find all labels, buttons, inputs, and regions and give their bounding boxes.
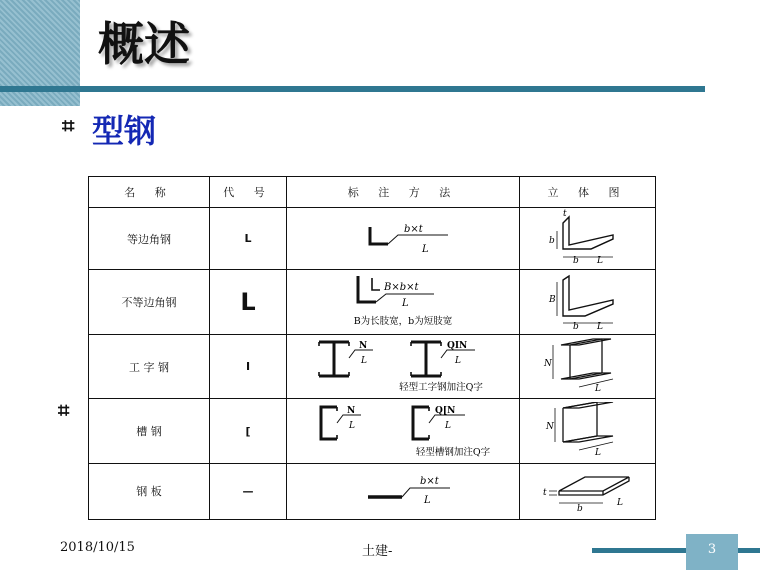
unequal-angle-isometric-diagram	[533, 272, 643, 330]
row-code: L	[210, 208, 287, 270]
plate-isometric-diagram	[533, 465, 643, 515]
notation-length: L	[422, 244, 429, 256]
notation-dims: B×b×t	[384, 281, 419, 293]
i-beam-notation-diagram	[289, 336, 517, 394]
table-row	[89, 270, 656, 334]
notation-cell	[287, 334, 520, 398]
i-beam-isometric-diagram	[533, 337, 643, 393]
row-code: I	[210, 334, 287, 398]
header-notation: 标 注 方 法	[287, 177, 520, 208]
row-name: 钢 板	[89, 463, 210, 519]
iso-label-L: L	[594, 384, 601, 394]
iso-label-N: N	[543, 359, 552, 370]
bullet-icon: ⌗	[62, 114, 75, 139]
notation-length: L	[424, 494, 431, 506]
row-name: 槽 钢	[89, 399, 210, 463]
notation-length-b: L	[455, 356, 461, 367]
notation-mark-a: N	[359, 341, 368, 352]
notation-note: B为长肢宽，b为短肢宽	[353, 315, 453, 327]
equal-angle-notation-diagram	[348, 217, 458, 257]
row-code: [	[210, 399, 287, 463]
isometric-cell	[520, 334, 656, 398]
iso-label-L: L	[596, 256, 603, 266]
page-number: 3	[707, 542, 717, 557]
channel-isometric-diagram	[533, 402, 643, 458]
notation-length: L	[349, 420, 355, 431]
notation-cell	[287, 399, 520, 463]
isometric-cell	[520, 270, 656, 334]
header-name: 名 称	[89, 177, 210, 208]
iso-label-L: L	[594, 447, 601, 458]
row-code: —	[210, 463, 287, 519]
table-header-row	[89, 177, 656, 208]
row-code: L	[210, 270, 287, 334]
row-name: 不等边角钢	[89, 270, 210, 334]
notation-length-b: L	[445, 420, 451, 431]
notation-mark-a: N	[347, 405, 356, 416]
notation-cell	[287, 208, 520, 270]
isometric-cell	[520, 463, 656, 519]
notation-note: 轻型槽钢加注Q字	[415, 446, 491, 458]
table-row	[89, 334, 656, 398]
notation-length: L	[361, 356, 367, 367]
channel-notation-diagram	[289, 401, 517, 459]
notation-length: L	[402, 297, 409, 309]
iso-label-t: t	[542, 487, 547, 498]
iso-label-N: N	[545, 421, 554, 432]
row-name: 工 字 钢	[89, 334, 210, 398]
unequal-angle-notation-diagram	[328, 272, 478, 330]
header-isometric: 立 体 图	[520, 177, 656, 208]
slide-title: 概述	[98, 17, 190, 71]
notation-dims: b×t	[420, 475, 439, 487]
iso-label-b: b	[576, 503, 583, 514]
table-row	[89, 463, 656, 519]
iso-label-L: L	[616, 497, 623, 508]
steel-sections-table	[88, 176, 656, 520]
notation-mark-b: Q[N	[435, 405, 456, 416]
iso-label-L: L	[596, 321, 603, 330]
stray-bullet-icon: ⌗	[58, 398, 70, 422]
notation-cell	[287, 463, 520, 519]
isometric-cell	[520, 208, 656, 270]
row-name: 等边角钢	[89, 208, 210, 270]
slide-subtitle: 型钢	[92, 112, 157, 150]
table-row	[89, 399, 656, 463]
notation-cell	[287, 270, 520, 334]
iso-label-t: t	[562, 209, 567, 220]
notation-mark-b: QIN	[447, 341, 468, 352]
table-row	[89, 208, 656, 270]
iso-label-b: b	[572, 321, 579, 330]
header-code: 代 号	[210, 177, 287, 208]
footer-center-text: 土建-	[362, 544, 393, 559]
notation-dims: b×t	[404, 224, 423, 236]
title-rule	[0, 86, 705, 92]
plate-notation-diagram	[338, 470, 468, 510]
iso-label-B: B	[548, 294, 556, 305]
footer-date: 2018/10/15	[60, 540, 135, 555]
notation-note: 轻型工字钢加注Q字	[399, 382, 483, 394]
page-number-box	[686, 534, 738, 570]
equal-angle-isometric-diagram	[533, 209, 643, 265]
iso-label-b: b	[548, 236, 555, 247]
isometric-cell	[520, 399, 656, 463]
iso-label-b2: b	[572, 256, 579, 266]
